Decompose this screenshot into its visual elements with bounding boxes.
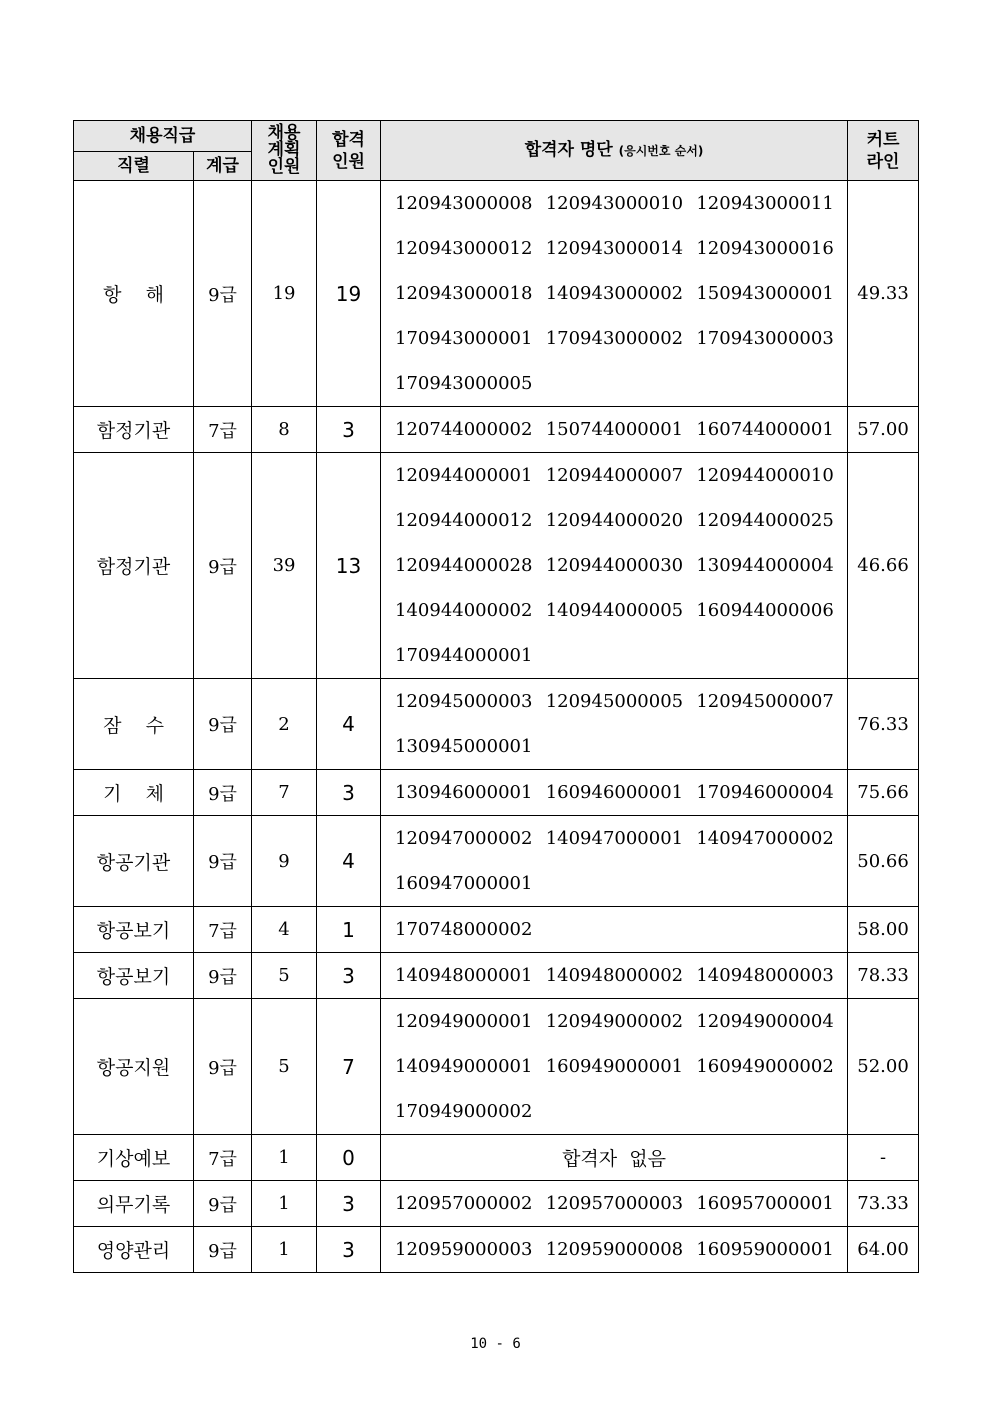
candidate-list-cell <box>381 1181 848 1227</box>
planned-cell: 1 <box>252 1227 317 1273</box>
table-row <box>74 907 919 953</box>
candidate-line <box>381 453 847 498</box>
candidate-id: 120959000008 <box>545 1239 684 1260</box>
candidate-id: 140948000002 <box>545 965 684 986</box>
grade-header: 계급 <box>194 152 252 181</box>
grade-cell: 9급 <box>194 679 252 770</box>
candidate-id: 120944000007 <box>545 465 684 486</box>
table-row <box>74 453 919 679</box>
candidate-line <box>381 999 847 1044</box>
table-row <box>74 953 919 999</box>
series-cell: 항공기관 <box>74 816 194 907</box>
candidate-id: 120949000002 <box>545 1011 684 1032</box>
candidate-line <box>381 770 847 815</box>
table-row <box>74 181 919 407</box>
candidate-list-cell <box>381 953 848 999</box>
candidate-id: 120943000011 <box>696 193 834 214</box>
passed-cell: 3 <box>317 953 381 999</box>
candidate-id: 130944000004 <box>696 555 834 576</box>
candidate-line <box>381 181 847 226</box>
list-note: (응시번호 순서) <box>618 144 704 158</box>
candidate-id: 170943000002 <box>545 328 684 349</box>
candidate-id: 160949000001 <box>545 1056 684 1077</box>
candidate-list-cell <box>381 453 848 679</box>
series-cell: 항공보기 <box>74 907 194 953</box>
planned-cell: 9 <box>252 816 317 907</box>
series-cell: 항공지원 <box>74 999 194 1135</box>
grade-cell: 9급 <box>194 770 252 816</box>
series-cell: 의무기록 <box>74 1181 194 1227</box>
cutline-cell: 52.00 <box>848 999 919 1135</box>
cutline-cell: 57.00 <box>848 407 919 453</box>
candidate-line <box>381 633 847 678</box>
candidate-line <box>381 407 847 452</box>
candidate-list-cell <box>381 999 848 1135</box>
candidate-id: 140949000001 <box>395 1056 533 1077</box>
series-header: 직렬 <box>74 152 194 181</box>
cutline-cell: 64.00 <box>848 1227 919 1273</box>
series-cell: 잠 수 <box>74 679 194 770</box>
grade-cell: 9급 <box>194 181 252 407</box>
candidate-id: 160944000006 <box>696 600 834 621</box>
candidate-id: 120943000010 <box>545 193 684 214</box>
candidate-id: 150943000001 <box>696 283 834 304</box>
candidate-id: 140944000002 <box>395 600 533 621</box>
passed-cell: 19 <box>317 181 381 407</box>
candidate-id: 120744000002 <box>395 419 533 440</box>
candidate-line <box>381 679 847 724</box>
planned-cell: 19 <box>252 181 317 407</box>
candidate-id: 170943000003 <box>696 328 834 349</box>
cutline-cell: 75.66 <box>848 770 919 816</box>
candidate-id: 120945000007 <box>696 691 834 712</box>
candidate-id: 170943000005 <box>395 373 533 394</box>
candidate-id: 120959000003 <box>395 1239 533 1260</box>
candidate-line <box>381 1181 847 1226</box>
candidate-list-cell <box>381 181 848 407</box>
candidate-id: 120944000001 <box>395 465 533 486</box>
planned-cell: 5 <box>252 953 317 999</box>
page-number: 10 - 6 <box>470 1336 521 1352</box>
candidate-id: 120944000012 <box>395 510 533 531</box>
grade-cell: 9급 <box>194 453 252 679</box>
cutline-cell: 50.66 <box>848 816 919 907</box>
candidate-line <box>381 588 847 633</box>
candidate-id: 140947000001 <box>545 828 684 849</box>
candidate-id: 130945000001 <box>395 736 533 757</box>
candidate-id: 160959000001 <box>696 1239 834 1260</box>
series-cell: 함정기관 <box>74 407 194 453</box>
grade-cell: 7급 <box>194 907 252 953</box>
candidate-id: 160744000001 <box>696 419 834 440</box>
candidate-id: 120943000018 <box>395 283 533 304</box>
candidate-id: 120944000028 <box>395 555 533 576</box>
candidate-id: 160947000001 <box>395 873 533 894</box>
candidate-list-cell <box>381 1135 848 1181</box>
candidate-id: 120943000014 <box>545 238 684 259</box>
candidate-id: 130946000001 <box>395 782 533 803</box>
candidate-id: 170943000001 <box>395 328 533 349</box>
candidate-id: 160957000001 <box>696 1193 834 1214</box>
candidate-id: 120944000010 <box>696 465 834 486</box>
passed-cell: 1 <box>317 907 381 953</box>
passed-cell: 3 <box>317 1227 381 1273</box>
grade-cell: 9급 <box>194 999 252 1135</box>
grade-cell: 9급 <box>194 1181 252 1227</box>
planned-cell: 4 <box>252 907 317 953</box>
passed-cell: 0 <box>317 1135 381 1181</box>
candidate-id: 140948000001 <box>395 965 533 986</box>
cutline-cell: 58.00 <box>848 907 919 953</box>
candidate-line <box>381 226 847 271</box>
table-row <box>74 1181 919 1227</box>
candidate-line <box>381 1227 847 1272</box>
planned-cell: 39 <box>252 453 317 679</box>
candidate-id: 120943000016 <box>696 238 834 259</box>
planned-cell: 1 <box>252 1181 317 1227</box>
passed-cell: 3 <box>317 407 381 453</box>
candidate-id: 140948000003 <box>696 965 834 986</box>
candidate-id: 120944000020 <box>545 510 684 531</box>
candidate-id: 120949000001 <box>395 1011 533 1032</box>
results-table <box>73 120 919 1273</box>
candidate-line <box>381 271 847 316</box>
planned-cell: 7 <box>252 770 317 816</box>
candidate-id: 150744000001 <box>545 419 684 440</box>
series-cell: 기상예보 <box>74 1135 194 1181</box>
cutline-cell: - <box>848 1135 919 1181</box>
series-cell: 항공보기 <box>74 953 194 999</box>
candidate-line <box>381 316 847 361</box>
candidate-id: 120947000002 <box>395 828 533 849</box>
passed-cell: 13 <box>317 453 381 679</box>
candidate-line <box>381 498 847 543</box>
planned-cell: 8 <box>252 407 317 453</box>
candidate-list-cell <box>381 679 848 770</box>
passed-cell: 7 <box>317 999 381 1135</box>
cutline-cell: 78.33 <box>848 953 919 999</box>
planned-cell: 1 <box>252 1135 317 1181</box>
table-row <box>74 999 919 1135</box>
cutline-cell: 49.33 <box>848 181 919 407</box>
candidate-id: 170946000004 <box>696 782 834 803</box>
candidate-id: 120944000030 <box>545 555 684 576</box>
position-group-header: 채용직급 <box>74 121 252 152</box>
candidate-line <box>381 1044 847 1089</box>
table-header <box>74 121 919 181</box>
passed-cell: 4 <box>317 816 381 907</box>
candidate-id: 170748000002 <box>395 919 533 940</box>
passed-cell: 3 <box>317 770 381 816</box>
candidate-id: 120949000004 <box>696 1011 834 1032</box>
planned-cell: 2 <box>252 679 317 770</box>
grade-cell: 9급 <box>194 1227 252 1273</box>
candidate-list-cell <box>381 407 848 453</box>
cutline-cell: 73.33 <box>848 1181 919 1227</box>
candidate-id: 170944000001 <box>395 645 533 666</box>
candidate-id: 120957000003 <box>545 1193 684 1214</box>
candidate-line <box>381 361 847 406</box>
candidate-list-cell <box>381 770 848 816</box>
candidate-id: 160946000001 <box>545 782 684 803</box>
candidate-line <box>381 816 847 861</box>
grade-cell: 7급 <box>194 407 252 453</box>
cutline-cell: 76.33 <box>848 679 919 770</box>
passed-cell: 4 <box>317 679 381 770</box>
table-row <box>74 679 919 770</box>
table-row <box>74 407 919 453</box>
series-cell: 영양관리 <box>74 1227 194 1273</box>
candidate-id: 120943000008 <box>395 193 533 214</box>
grade-cell: 7급 <box>194 1135 252 1181</box>
candidate-id: 120943000012 <box>395 238 533 259</box>
planned-header: 채용 계획 인원 <box>252 121 317 181</box>
grade-cell: 9급 <box>194 816 252 907</box>
planned-cell: 5 <box>252 999 317 1135</box>
grade-cell: 9급 <box>194 953 252 999</box>
candidate-id: 170949000002 <box>395 1101 533 1122</box>
passed-cell: 3 <box>317 1181 381 1227</box>
candidate-id: 120945000003 <box>395 691 533 712</box>
candidate-id: 120944000025 <box>696 510 834 531</box>
cutline-cell: 46.66 <box>848 453 919 679</box>
candidate-line <box>381 861 847 906</box>
table-row <box>74 1135 919 1181</box>
candidate-list-cell <box>381 907 848 953</box>
candidate-id: 120957000002 <box>395 1193 533 1214</box>
candidate-id: 140943000002 <box>545 283 684 304</box>
table-row <box>74 1227 919 1273</box>
candidate-line <box>381 724 847 769</box>
candidate-line <box>381 907 847 952</box>
list-header <box>381 121 848 181</box>
table-row <box>74 770 919 816</box>
series-cell: 기 체 <box>74 770 194 816</box>
series-cell: 함정기관 <box>74 453 194 679</box>
series-cell: 항 해 <box>74 181 194 407</box>
table-body <box>74 181 919 1273</box>
no-candidates-text: 합격자 없음 <box>562 1148 666 1170</box>
candidate-line <box>381 953 847 998</box>
candidate-id: 140947000002 <box>696 828 834 849</box>
cutline-header: 커트 라인 <box>848 121 919 181</box>
candidate-line <box>381 1089 847 1134</box>
candidate-id: 120945000005 <box>545 691 684 712</box>
candidate-list-cell <box>381 816 848 907</box>
candidate-line <box>381 543 847 588</box>
candidate-id: 160949000002 <box>696 1056 834 1077</box>
candidate-list-cell <box>381 1227 848 1273</box>
candidate-id: 140944000005 <box>545 600 684 621</box>
table-row <box>74 816 919 907</box>
passed-header: 합격 인원 <box>317 121 381 181</box>
list-title: 합격자 명단 <box>524 140 613 160</box>
